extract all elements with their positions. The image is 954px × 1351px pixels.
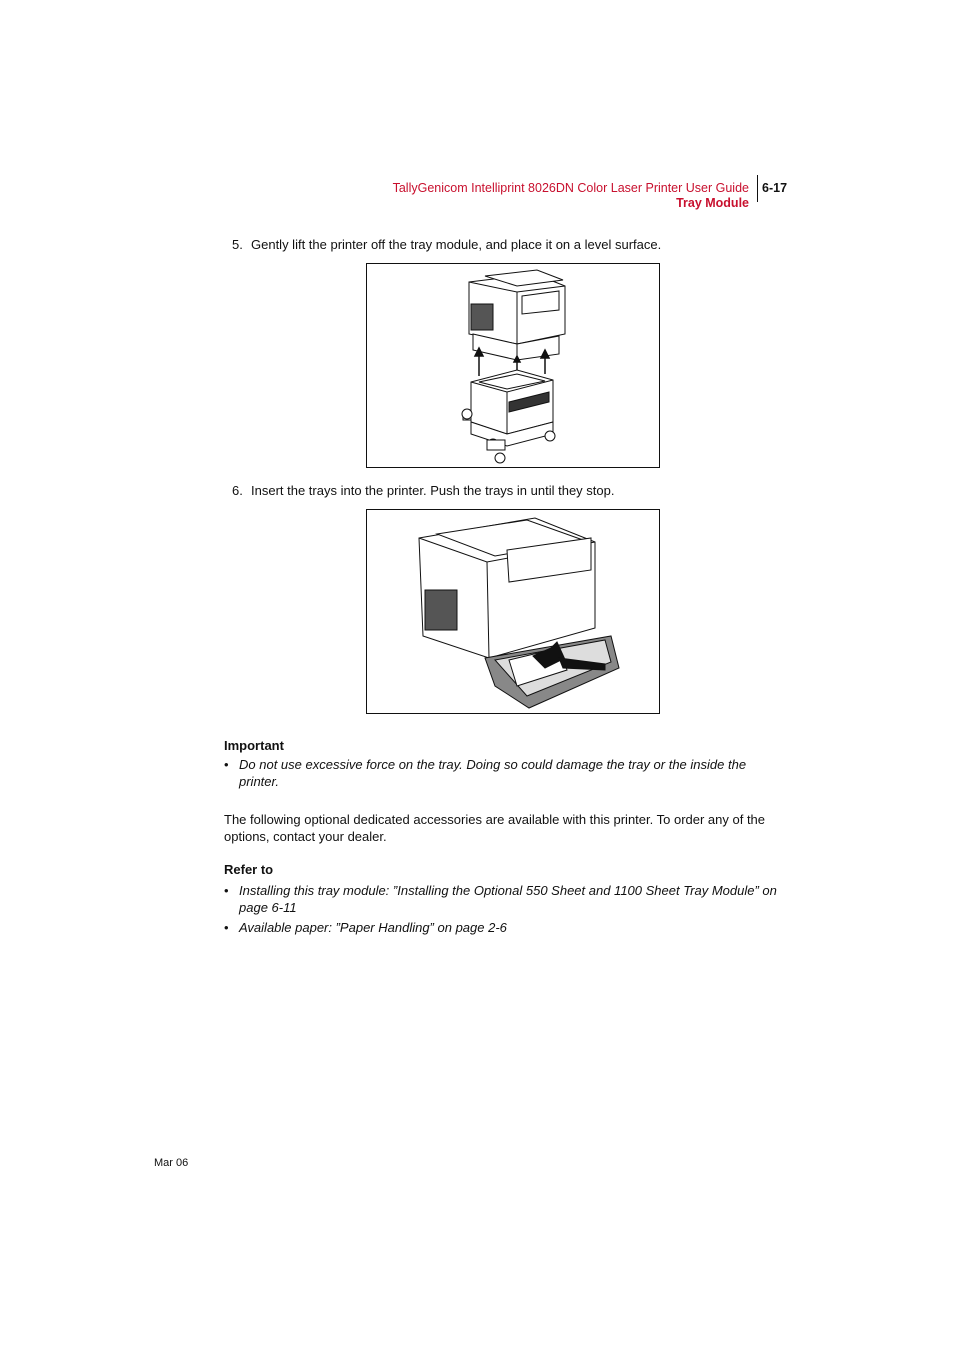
step-text: Gently lift the printer off the tray module, and place it on a level surface. (251, 237, 662, 252)
tray-insert-illustration (367, 510, 659, 713)
step-text: Insert the trays into the printer. Push the trays in until they stop. (251, 483, 615, 498)
header-divider (757, 175, 758, 202)
step-number: 5. (232, 237, 243, 252)
important-bullet (224, 756, 789, 790)
step-5 (232, 237, 661, 252)
bullet-marker: • (224, 883, 229, 898)
bullet-text: Do not use excessive force on the tray. Doing so could damage the tray or the inside the printer. (239, 757, 747, 789)
bullet-text: Installing this tray module: ”Installing the Optional 550 Sheet and 1100 Sheet Tray Module” on page 6-11 (239, 883, 777, 915)
refer-bullet-1 (224, 882, 804, 916)
figure-lift-printer (366, 263, 660, 468)
step-6 (232, 483, 614, 498)
printer-lift-illustration (367, 264, 659, 467)
bullet-marker: • (224, 757, 229, 772)
refer-bullet-2 (224, 919, 804, 936)
important-heading: Important (224, 738, 284, 753)
accessories-paragraph: The following optional dedicated accessories are available with this printer. To order any of the options, contact your dealer. (224, 812, 766, 844)
bullet-text: Available paper: ”Paper Handling” on page 2-6 (239, 920, 507, 935)
page-number: 6-17 (762, 181, 788, 195)
figure-insert-trays (366, 509, 660, 714)
footer-date: Mar 06 (154, 1157, 189, 1169)
step-number: 6. (232, 483, 243, 498)
guide-title: TallyGenicom Intelliprint 8026DN Color Laser Printer User Guide (392, 181, 749, 195)
section-title: Tray Module (676, 196, 749, 210)
bullet-marker: • (224, 920, 229, 935)
refer-to-heading: Refer to (224, 862, 274, 877)
